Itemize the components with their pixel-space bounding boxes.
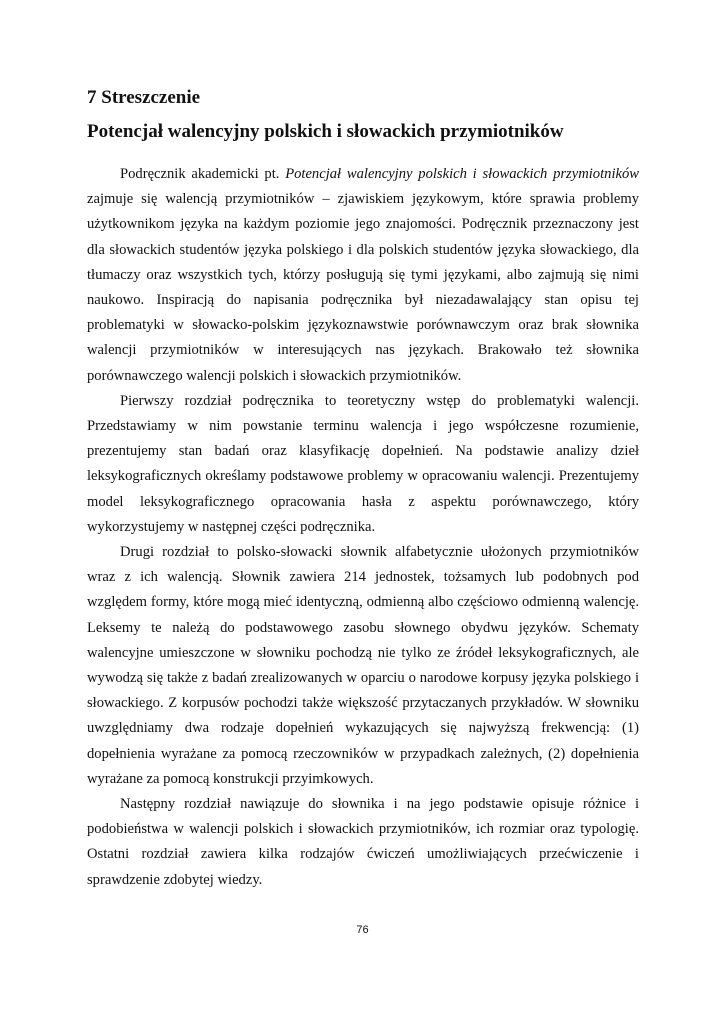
paragraph-1-rest: zajmuje się walencją przymiotników – zjawiskiem językowym, które sprawia problemy użytkownikom języka na każdym poziomie jego znajomości. Podręcznik przeznaczony jest dla słowackich studentów języka polskiego i dla polskich studentów języka słowackiego, dla tłumaczy oraz wszystkich tych, którzy posługują się tymi językami, albo zajmują się nimi naukowo. Inspiracją do napisania podręcznika był niezadawalający stan opisu tej problematyki w słowacko-polskim językoznawstwie porównawczym oraz brak słownika walencji przymiotników w interesujących nas językach. Brakowało też słownika porównawczego walencji polskich i słowackich przymiotników. [87, 191, 639, 384]
page-number: 76 [356, 924, 369, 936]
paragraph-1-lead: Podręcznik akademicki pt. [120, 166, 286, 182]
paragraph-2: Pierwszy rozdział podręcznika to teoretyczny wstęp do problematyki walencji. Przedstawiamy w nim powstanie terminu walencja i jego współczesne rozumienie, prezentujemy stan badań oraz klasyfikację dopełnień. Na podstawie analizy dzieł leksykograficznych określamy podstawowe problemy w opracowaniu walencji. Prezentujemy model leksykograficznego opracowania hasła z aspektu porównawczego, który wykorzystujemy w następnej części podręcznika. [87, 392, 639, 535]
paragraph-3: Drugi rozdział to polsko-słowacki słownik alfabetycznie ułożonych przymiotników wraz z ich walencją. Słownik zawiera 214 jednostek, tożsamych lub podobnych pod względem formy, które mogą mieć identyczną, odmienną albo częściowo odmienną walencję. Leksemy te należą do podstawowego zasobu słownego obydwu języków. Schematy walencyjne umieszczone w słowniku pochodzą nie tylko ze źródeł leksykograficznych, ale wywodzą się także z badań zrealizowanych w oparciu o narodowe korpusy języka polskiego i słowackiego. Z korpusów pochodzi także większość przytaczanych przykładów. W słowniku uwzględniamy dwa rodzaje dopełnień wykazujących się najwyższą frekwencją: (1) dopełnienia wyrażane za pomocą rzeczowników w przypadkach zależnych, (2) dopełnienia wyrażane za pomocą konstrukcji przyimkowych. [87, 544, 639, 787]
paragraph-1 [87, 162, 639, 389]
chapter-heading: 7 Streszczenie [87, 87, 201, 108]
document-title: Potencjał walencyjny polskich i słowackich przymiotników [87, 121, 564, 142]
paragraph-4: Następny rozdział nawiązuje do słownika i na jego podstawie opisuje różnice i podobieństwa w walencji polskich i słowackich przymiotników, ich rozmiar oraz typologię. Ostatni rozdział zawiera kilka rodzajów ćwiczeń umożliwiających przećwiczenie i sprawdzenie zdobytej wiedzy. [87, 796, 639, 888]
body-text [87, 162, 639, 893]
book-title-italic: Potencjał walencyjny polskich i słowackich przymiotników [285, 166, 640, 182]
